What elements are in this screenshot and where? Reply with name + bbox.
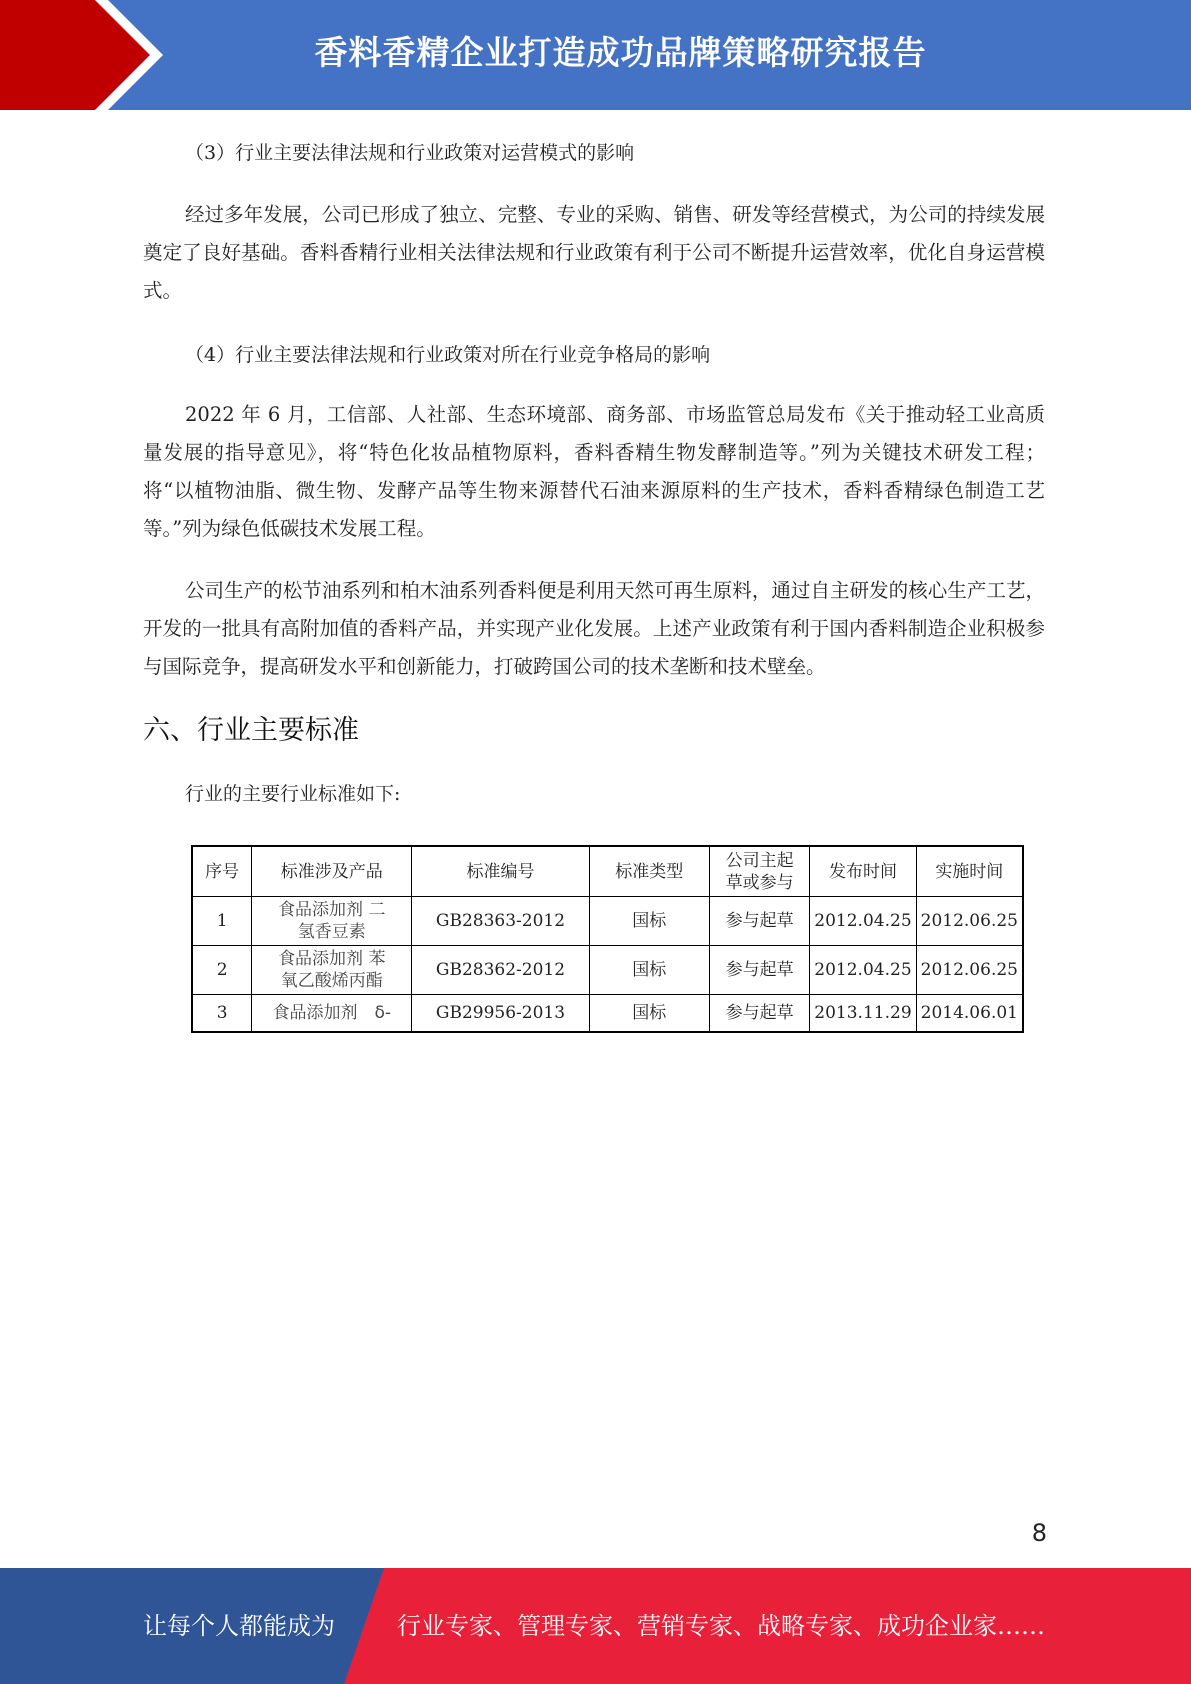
cell-code: GB28362-2012	[412, 946, 589, 995]
cell-product	[252, 946, 412, 995]
cell-product: 食品添加剂 δ-	[252, 995, 412, 1033]
standards-table	[191, 845, 1024, 1033]
cell-type: 国标	[589, 995, 709, 1033]
cell-product-line1: 食品添加剂 苯	[278, 949, 386, 969]
cell-effective: 2014.06.01	[916, 995, 1023, 1033]
header-role-line1: 公司主起	[725, 850, 794, 871]
footer-slogan-right: 行业专家、管理专家、营销专家、战略专家、成功企业家……	[397, 1612, 1045, 1640]
header-type: 标准类型	[589, 846, 709, 897]
subheading-3: （3）行业主要法律法规和行业政策对运营模式的影响	[185, 142, 635, 164]
cell-product	[252, 897, 412, 946]
table-row	[192, 897, 1023, 946]
cell-code: GB29956-2013	[412, 995, 589, 1033]
cell-published: 2012.04.25	[810, 897, 916, 946]
section-title: 六、行业主要标准	[143, 715, 359, 746]
header-no: 序号	[192, 846, 252, 897]
cell-product-line1: 食品添加剂 二	[278, 900, 386, 920]
cell-published: 2012.04.25	[810, 946, 916, 995]
page-number: 8	[1031, 1519, 1047, 1547]
header-effective: 实施时间	[916, 846, 1023, 897]
cell-product-line2: 氢香豆素	[297, 922, 366, 942]
cell-effective: 2012.06.25	[916, 897, 1023, 946]
cell-code: GB28363-2012	[412, 897, 589, 946]
cell-role: 参与起草	[709, 897, 809, 946]
cell-type: 国标	[589, 897, 709, 946]
table-row	[192, 995, 1023, 1033]
paragraph-2: 2022 年 6 月，工信部、人社部、生态环境部、商务部、市场监管总局发布《关于推动轻工业高质量发展的指导意见》，将“特色化妆品植物原料，香料香精生物发酵制造等。”列为关键技术研发工程；将“以植物油脂、微生物、发酵产品等生物来源替代石油来源原料的生产技术，香料香精绿色制造工艺等。”列为绿色低碳技术发展工程。	[143, 403, 1045, 540]
paragraph-3: 公司生产的松节油系列和柏木油系列香料便是利用天然可再生原料，通过自主研发的核心生产工艺，开发的一批具有高附加值的香料产品，并实现产业化发展。上述产业政策有利于国内香料制造企业积极参与国际竞争，提高研发水平和创新能力，打破跨国公司的技术垄断和技术壁垒。	[143, 579, 1045, 678]
cell-product-line2: 氧乙酸烯丙酯	[280, 971, 383, 991]
table-header-row	[192, 846, 1023, 897]
cell-effective: 2012.06.25	[916, 946, 1023, 995]
cell-no: 1	[192, 897, 252, 946]
header-code: 标准编号	[412, 846, 589, 897]
header-product: 标准涉及产品	[252, 846, 412, 897]
header-published: 发布时间	[810, 846, 916, 897]
cell-type: 国标	[589, 946, 709, 995]
cell-no: 3	[192, 995, 252, 1033]
cell-role: 参与起草	[709, 946, 809, 995]
footer-slogan-left: 让每个人都能成为	[143, 1612, 335, 1640]
arrow-chevron-icon	[0, 0, 200, 110]
report-title: 香料香精企业打造成功品牌策略研究报告	[314, 33, 927, 72]
header-role-line2: 草或参与	[725, 872, 794, 893]
cell-published: 2013.11.29	[810, 995, 916, 1033]
subheading-4: （4）行业主要法律法规和行业政策对所在行业竞争格局的影响	[185, 344, 711, 366]
header-role	[709, 846, 809, 897]
page-footer	[0, 1568, 1191, 1684]
table-intro: 行业的主要行业标准如下:	[185, 783, 401, 805]
table-row	[192, 946, 1023, 995]
paragraph-1: 经过多年发展，公司已形成了独立、完整、专业的采购、销售、研发等经营模式，为公司的持续发展奠定了良好基础。香料香精行业相关法律法规和行业政策有利于公司不断提升运营效率，优化自身运营模式。	[143, 203, 1045, 302]
cell-no: 2	[192, 946, 252, 995]
cell-role: 参与起草	[709, 995, 809, 1033]
page-header	[0, 0, 1191, 110]
